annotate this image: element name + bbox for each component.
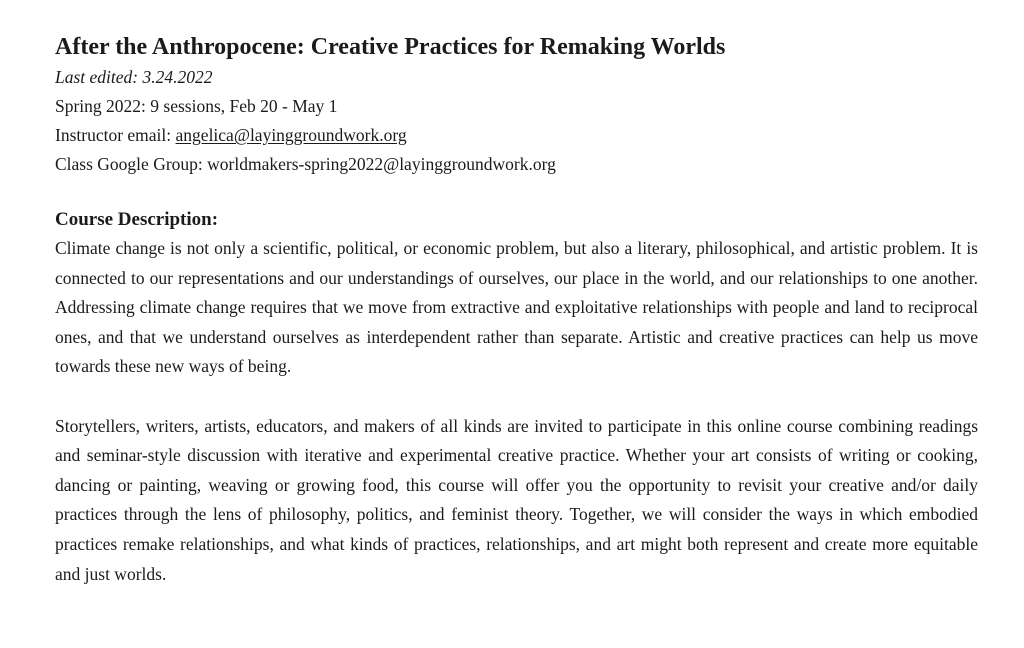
last-edited-date: Last edited: 3.24.2022 [55, 67, 213, 87]
google-group-line: Class Google Group: worldmakers-spring2022@layinggroundwork.org [55, 154, 556, 174]
description-paragraph-2: Storytellers, writers, artists, educators, and makers of all kinds are invited to participate in this online course combining readings and seminar-style discussion with iterative and experimental creative practice. Whether your art consists of writing or cooking, dancing or painting, weaving or growing food, this course will offer you the opportunity to revisit your creative and/or daily practices through the lens of philosophy, politics, and feminist theory. Together, we will consider the ways in which embodied practices remake relationships, and what kinds of practices, relationships, and art might both represent and create more equitable and just worlds. [55, 415, 978, 584]
instructor-email-link[interactable]: angelica@layinggroundwork.org [175, 125, 407, 145]
instructor-email-label: Instructor email: [55, 125, 176, 145]
document-page [55, 32, 978, 589]
course-schedule: Spring 2022: 9 sessions, Feb 20 - May 1 [55, 96, 338, 116]
instructor-email-line [55, 121, 978, 150]
document-title: After the Anthropocene: Creative Practices for Remaking Worlds [55, 34, 726, 60]
description-paragraph-1: Climate change is not only a scientific, political, or economic problem, but also a literary, philosophical, and artistic problem. It is connected to our representations and our understandings of ourselves, our place in the world, and our relationships to one another. Addressing climate change requires that we move from extractive and exploitative relationships with people and land to reciprocal ones, and that we understand ourselves as interdependent rather than separate. Artistic and creative practices can help us move towards these new ways of being. [55, 238, 978, 377]
course-description-heading: Course Description: [55, 209, 219, 230]
